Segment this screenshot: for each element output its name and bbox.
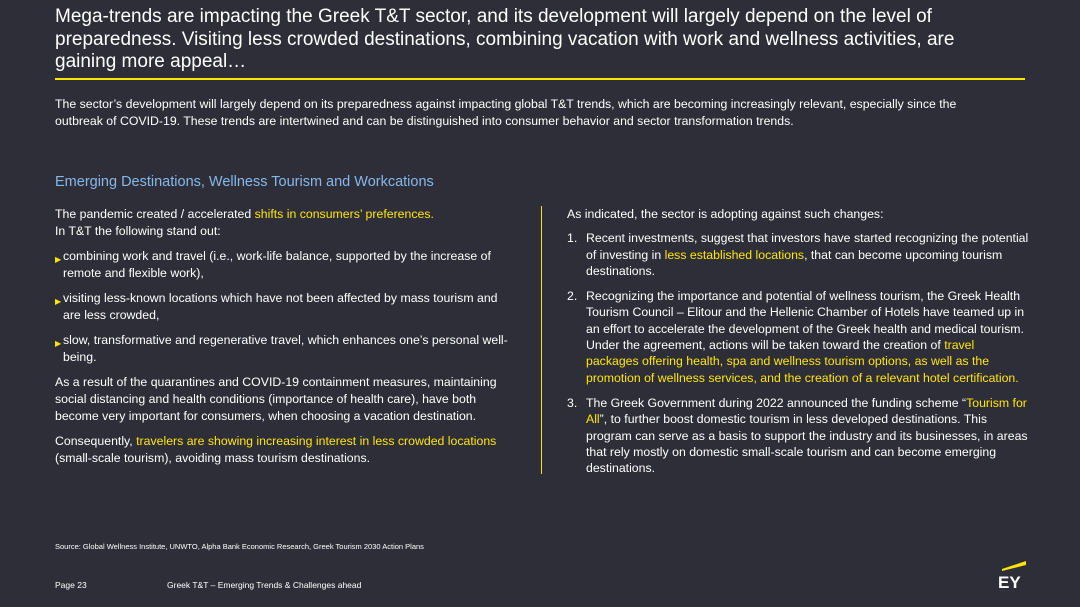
- numbered-list: [567, 230, 1029, 476]
- ey-logo: [996, 560, 1026, 590]
- bullet-item: [55, 290, 510, 324]
- left-paragraph-3: [55, 433, 510, 467]
- bullet-triangle-icon: ▶: [55, 255, 62, 264]
- bullet-triangle-icon: ▶: [55, 297, 62, 306]
- left-p1-text: The pandemic created / accelerated: [55, 207, 255, 221]
- left-p1-followup: In T&T the following stand out:: [55, 224, 221, 238]
- left-paragraph-2: As a result of the quarantines and COVID-19 containment measures, maintaining social distancing and health conditions (importance of health care), have both become very important for consumers, when choosing a vacation destination.: [55, 375, 497, 423]
- list-item: [567, 230, 1029, 279]
- column-divider: [541, 206, 542, 474]
- list-number: 3.: [567, 395, 578, 410]
- page-title: Mega-trends are impacting the Greek T&T sector, and its development will largely depend on the level of preparedness. Visiting less crowded destinations, combining vacation with work and wellness activities, are gaining more appeal…: [55, 6, 955, 72]
- ey-logo-beam-icon: [1002, 561, 1026, 571]
- right-intro: As indicated, the sector is adopting against such changes:: [567, 207, 884, 221]
- left-column: [55, 206, 510, 475]
- bullet-item: [55, 248, 510, 282]
- left-p1-highlight: shifts in consumers’ preferences.: [254, 207, 434, 221]
- bullet-text: combining work and travel (i.e., work-life balance, supported by the increase of remote and flexible work),: [63, 249, 491, 280]
- list-text: Recent investments, suggest that investors have started recognizing the potential of investing in: [586, 231, 1029, 262]
- list-number: 1.: [567, 231, 578, 246]
- bullet-text: slow, transformative and regenerative travel, which enhances one’s personal well-being.: [63, 333, 508, 364]
- intro-paragraph: The sector’s development will largely depend on its preparedness against impacting global T&T trends, which are becoming increasingly relevant, especially since the outbreak of COVID-19. These trends are intertwined and can be distinguished into consumer behavior and sector transformation trends.: [55, 97, 957, 128]
- list-text-tail: , that can become upcoming tourism destinations.: [586, 247, 1003, 278]
- page-number: Page 23: [55, 580, 87, 590]
- left-p3-text: Consequently,: [55, 434, 137, 448]
- bullet-item: [55, 332, 510, 366]
- section-heading: Emerging Destinations, Wellness Tourism and Workcations: [55, 174, 434, 190]
- right-column: [567, 206, 1029, 485]
- list-number: 2.: [567, 289, 578, 304]
- list-text: Recognizing the importance and potential of wellness tourism, the Greek Health Tourism Council – Elitour and the Hellenic Chamber of Hotels have teamed up in an effort to accelerate the development of the Greek health and medical tourism. Under the agreement, actions will be taken toward the creation of: [586, 289, 1025, 353]
- list-item: [567, 395, 1029, 476]
- list-text: The Greek Government during 2022 announced the funding scheme “: [586, 395, 967, 410]
- list-highlight: less established locations: [664, 247, 805, 262]
- list-text-tail: ”, to further boost domestic tourism in less developed destinations. This program can serve as a basis to support the industry and its businesses, in areas that rely mostly on domestic small-scale tourism and can become emerging destinations.: [586, 412, 1028, 476]
- source-note: Source: Global Wellness Institute, UNWTO, Alpha Bank Economic Research, Greek Tourism 2030 Action Plans: [55, 542, 424, 551]
- bullet-text: visiting less-known locations which have not been affected by mass tourism and are less crowded,: [63, 291, 498, 322]
- list-highlight: travel packages offering health, spa and wellness tourism options, as well as the promotion of wellness services, and the creation of a relevant hotel certification.: [586, 338, 1019, 385]
- left-p3-highlight: travelers are showing increasing interest in less crowded locations: [136, 434, 497, 448]
- ey-logo-text: EY: [998, 573, 1021, 590]
- footer-document-title: Greek T&T – Emerging Trends & Challenges ahead: [167, 580, 362, 590]
- bullet-triangle-icon: ▶: [55, 339, 62, 348]
- list-item: [567, 288, 1029, 386]
- list-highlight: Tourism for All: [586, 395, 1027, 427]
- left-paragraph-1: [55, 206, 510, 240]
- left-p3-tail: (small-scale tourism), avoiding mass tourism destinations.: [55, 451, 371, 465]
- title-divider: [55, 78, 1025, 80]
